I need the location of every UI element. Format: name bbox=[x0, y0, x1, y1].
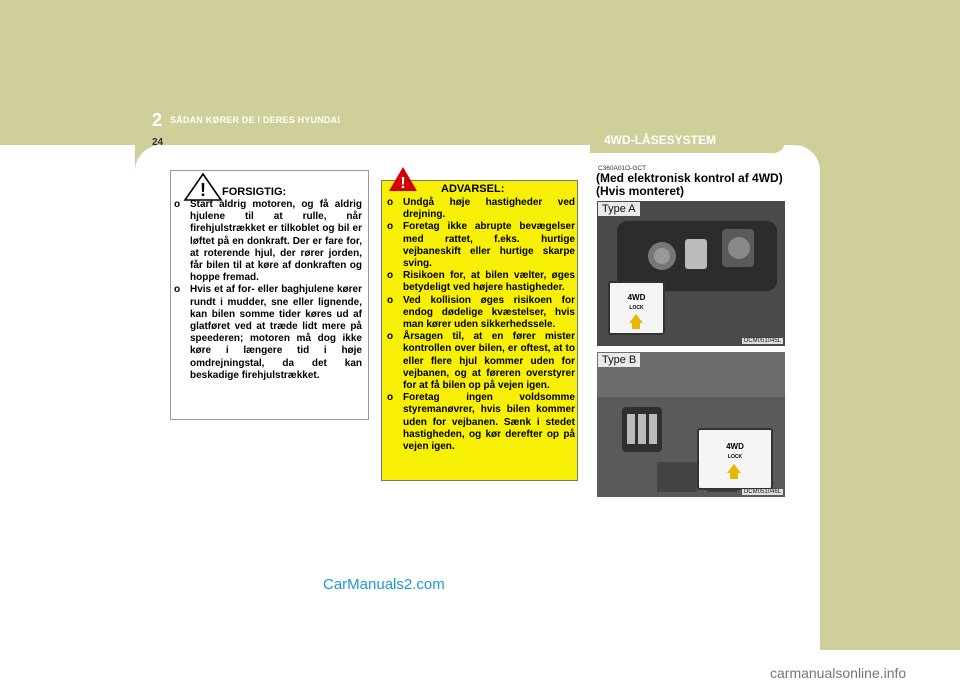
list-item: o Undgå høje hastigheder ved drejning. bbox=[387, 197, 575, 221]
section-title: 4WD-LÅSESYSTEM bbox=[604, 133, 717, 147]
arrow-up-icon bbox=[629, 314, 643, 323]
arrow-up-icon bbox=[727, 464, 741, 473]
warning-list bbox=[387, 197, 575, 453]
page-number: 24 bbox=[152, 137, 164, 148]
section-code: C360A01O-GCT bbox=[598, 165, 647, 172]
4wd-lock-button: 4WD LOCK bbox=[697, 428, 773, 490]
list-item: o Hvis et af for- eller baghjulene kører rundt i mudder, sne eller lignende, kan bilen somme tider køres ud af glatføret ved at træde lidt mere på speederen; motoren må dog ikke køre i længere tid i høje omdrejningstal, da det kan beskadige firehjulstrækket. bbox=[174, 284, 362, 381]
section-heading-line2: (Hvis monteret) bbox=[596, 184, 685, 198]
list-item: o Foretag ikke abrupte bevægelser med rattet, f.eks. hurtige vejbaneskift eller hurtige skarpe sving. bbox=[387, 221, 575, 270]
warning-title: ADVARSEL: bbox=[441, 183, 505, 195]
type-label: Type A bbox=[598, 202, 640, 216]
list-item: o Årsagen til, at en fører mister kontrollen over bilen, er oftest, at to eller flere hjul kommer uden for vejbanen, og at føreren overstyrer for at få bilen op på vejen igen. bbox=[387, 331, 575, 392]
caution-title: FORSIGTIG: bbox=[222, 186, 287, 198]
chapter-number: 2 bbox=[152, 110, 163, 130]
figure-type-a bbox=[597, 201, 785, 346]
photo-code: OCM051045L bbox=[743, 338, 781, 344]
type-label: Type B bbox=[598, 353, 640, 367]
section-heading-line1: (Med elektronisk kontrol af 4WD) bbox=[596, 171, 783, 185]
caution-list bbox=[174, 199, 362, 382]
4wd-lock-button: 4WD LOCK bbox=[608, 281, 665, 335]
list-item: o Ved kollision øges risikoen for endog dødelige kvæstelser, hvis man kører uden sikkerhedssele. bbox=[387, 294, 575, 331]
header-band bbox=[0, 0, 960, 145]
svg-text:!: ! bbox=[400, 175, 406, 192]
watermark-link[interactable]: carmanualsonline.info bbox=[770, 665, 907, 681]
watermark-link[interactable]: CarManuals2.com bbox=[323, 576, 445, 593]
list-item: o Start aldrig motoren, og få aldrig hjulene til at rulle, når firehjulstrækket er tilkoblet og bil er løftet på en donkraft. Der er fare for, at roterende hjul, der rører jorden, får bilen til at køre af donkraften og hoppe fremad. bbox=[174, 199, 362, 284]
list-item: o Risikoen for, at bilen vælter, øges betydeligt ved højere hastigheder. bbox=[387, 270, 575, 294]
warning-triangle-icon bbox=[183, 172, 223, 202]
photo-code: OCM051046L bbox=[743, 489, 781, 495]
chapter-title: SÅDAN KØRER DE I DERES HYUNDAI bbox=[170, 115, 341, 125]
warning-triangle-icon bbox=[388, 166, 418, 192]
svg-text:!: ! bbox=[200, 180, 206, 200]
figure-type-b bbox=[597, 352, 785, 497]
list-item: o Foretag ingen voldsomme styremanøvrer, hvis bilen kommer uden for vejbanen. Sænk i stedet hastigheden, og kør derefter op på vejen igen. bbox=[387, 392, 575, 453]
